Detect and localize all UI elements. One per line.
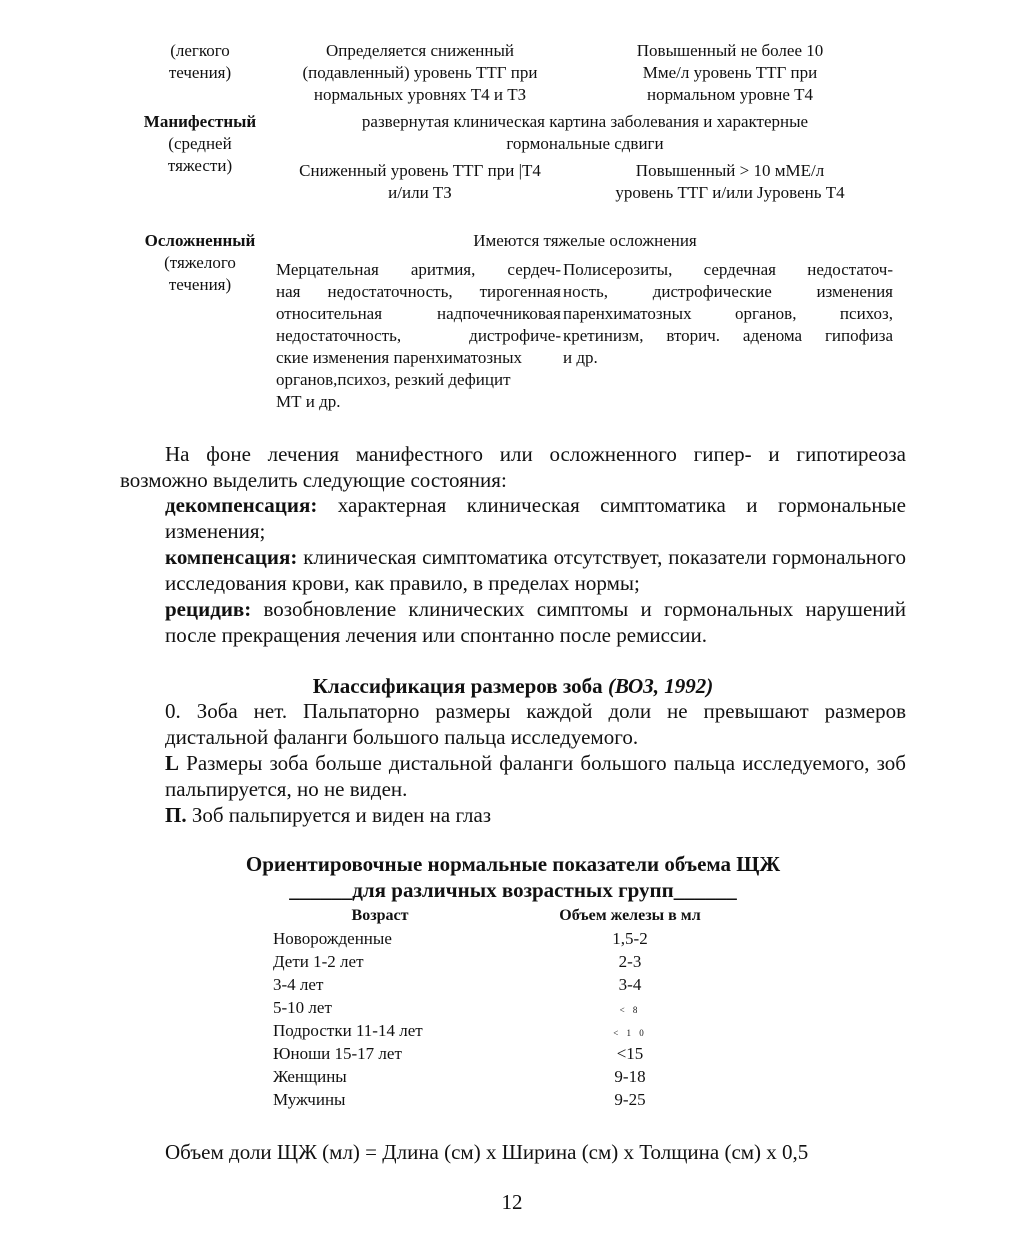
- complicated-hypo-line: ность, дистрофические изменения: [563, 282, 893, 301]
- state-text: возобновление клинических симптомы и гормональных нарушений после прекращения лечения или спонтанно после ремиссии.: [165, 597, 906, 647]
- table-row-volume: 9-25: [614, 1090, 646, 1109]
- complicated-hyper-list: [276, 259, 561, 413]
- grade-mark: 0.: [165, 699, 181, 723]
- manifest-hypo-text: Повышенный > 10 мМЕ/л уровень ТТГ и/или Jуровень Т4: [615, 161, 845, 202]
- complicated-hyper-line: МТ и др.: [276, 392, 341, 411]
- goiter-title: [120, 673, 906, 699]
- volume-table-title: Ориентировочные нормальные показатели объема ЩЖ: [245, 852, 781, 876]
- goiter-grade-0: [165, 698, 906, 750]
- state-relapse: [165, 596, 906, 648]
- complicated-hypo-line: Полисерозиты, сердечная недостаточ-: [563, 260, 893, 279]
- light-hyper-text: Определяется сниженный (подавленный) уровень ТТГ при нормальных уровнях Т4 и ТЗ: [302, 41, 538, 104]
- complicated-hypo-line: кретинизм, вторич. аденома гипофиза: [563, 326, 893, 345]
- table-row-volume: 2-3: [618, 952, 642, 971]
- grade-mark: П.: [165, 803, 187, 827]
- treatment-states: [165, 492, 906, 648]
- state-compensation: [165, 544, 906, 596]
- goiter-title-text: Классификация размеров зоба: [312, 674, 608, 698]
- col-header-age: Возраст: [351, 907, 409, 924]
- table-row-volume: 1,5-2: [612, 929, 648, 948]
- table-row-volume: 9-18: [614, 1067, 646, 1086]
- page-number: 12: [501, 1190, 523, 1214]
- volume-formula: Объем доли ЩЖ (мл) = Длина (см) х Ширина (см) х Толщина (см) х 0,5: [165, 1140, 809, 1164]
- goiter-grade-2: [165, 802, 906, 828]
- manifest-common-text: развернутая клиническая картина заболевания и характерные гормональные сдвиги: [361, 112, 809, 153]
- table-row-age: Дети 1-2 лет: [273, 952, 364, 971]
- table-row-age: Мужчины: [273, 1090, 346, 1109]
- state-term: декомпенсация:: [165, 493, 318, 517]
- table-row-volume: <15: [616, 1044, 644, 1063]
- table-row-age: Юноши 15-17 лет: [273, 1044, 402, 1063]
- state-term: рецидив:: [165, 597, 252, 621]
- table-row-volume: < 1 0: [613, 1028, 647, 1038]
- goiter-title-ref: (ВОЗ, 1992): [607, 674, 714, 698]
- complicated-hyper-line: ная недостаточность, тирогенная: [276, 282, 561, 301]
- table-row-age: Женщины: [273, 1067, 347, 1086]
- complicated-hyper-line: органов,психоз, резкий дефицит: [276, 370, 511, 389]
- table-row-volume: 3-4: [618, 975, 642, 994]
- complicated-hypo-line: и др.: [563, 348, 598, 367]
- col-header-volume: Объем железы в мл: [559, 907, 701, 924]
- grade-text: Зоб пальпируется и виден на глаз: [186, 803, 492, 827]
- manifest-subtitle: (средней тяжести): [167, 134, 233, 175]
- state-term: компенсация:: [165, 545, 298, 569]
- table-row-age: 3-4 лет: [273, 975, 324, 994]
- complicated-hyper-line: относительная надпочечниковая: [276, 304, 561, 323]
- complicated-hypo-list: [563, 259, 893, 369]
- light-hypo-text: Повышенный не более 10 Мме/л уровень ТТГ при нормальном уровне Т4: [636, 41, 824, 104]
- grade-mark: L: [165, 751, 180, 775]
- state-decompensation: [165, 492, 906, 544]
- volume-table-subtitle: ______для различных возрастных групп______: [289, 878, 737, 902]
- table-row-age: Новорожденные: [273, 929, 392, 948]
- complicated-title: Осложненный: [144, 231, 256, 250]
- light-label: (легкого течения): [168, 41, 232, 82]
- table-row-age: 5-10 лет: [273, 998, 332, 1017]
- treatment-intro: На фоне лечения манифестного или осложненного гипер- и гипотиреоза возможно выделить следующие состояния:: [120, 442, 906, 492]
- complicated-hypo-line: паренхиматозных органов, психоз,: [563, 304, 893, 323]
- complicated-hyper-line: ские изменения паренхиматозных: [276, 348, 523, 367]
- goiter-grade-1: [165, 750, 906, 802]
- table-row-volume: < 8: [619, 1005, 641, 1015]
- grade-text: Размеры зоба больше дистальной фаланги большого пальца исследуемого, зоб пальпируется, но не виден.: [165, 751, 906, 801]
- goiter-grades: [165, 698, 906, 828]
- state-text: клиническая симптоматика отсутствует, показатели гормонального исследования крови, как правило, в пределах нормы;: [165, 545, 906, 595]
- manifest-title: Манифестный: [143, 112, 257, 131]
- complicated-hyper-line: недостаточность, дистрофиче-: [276, 326, 561, 345]
- manifest-hyper-text: Сниженный уровень ТТГ при |Т4 и/или ТЗ: [299, 161, 541, 202]
- table-row-age: Подростки 11-14 лет: [273, 1021, 423, 1040]
- complicated-subtitle: (тяжелого течения): [164, 253, 236, 294]
- state-text: характерная клиническая симптоматика и гормональные изменения;: [165, 493, 906, 543]
- grade-text: Зоба нет. Пальпаторно размеры каждой доли не превышают размеров дистальной фаланги большого пальца исследуемого.: [165, 699, 906, 749]
- complicated-common-text: Имеются тяжелые осложнения: [473, 231, 697, 250]
- complicated-hyper-line: Мерцательная аритмия, сердеч-: [276, 260, 561, 279]
